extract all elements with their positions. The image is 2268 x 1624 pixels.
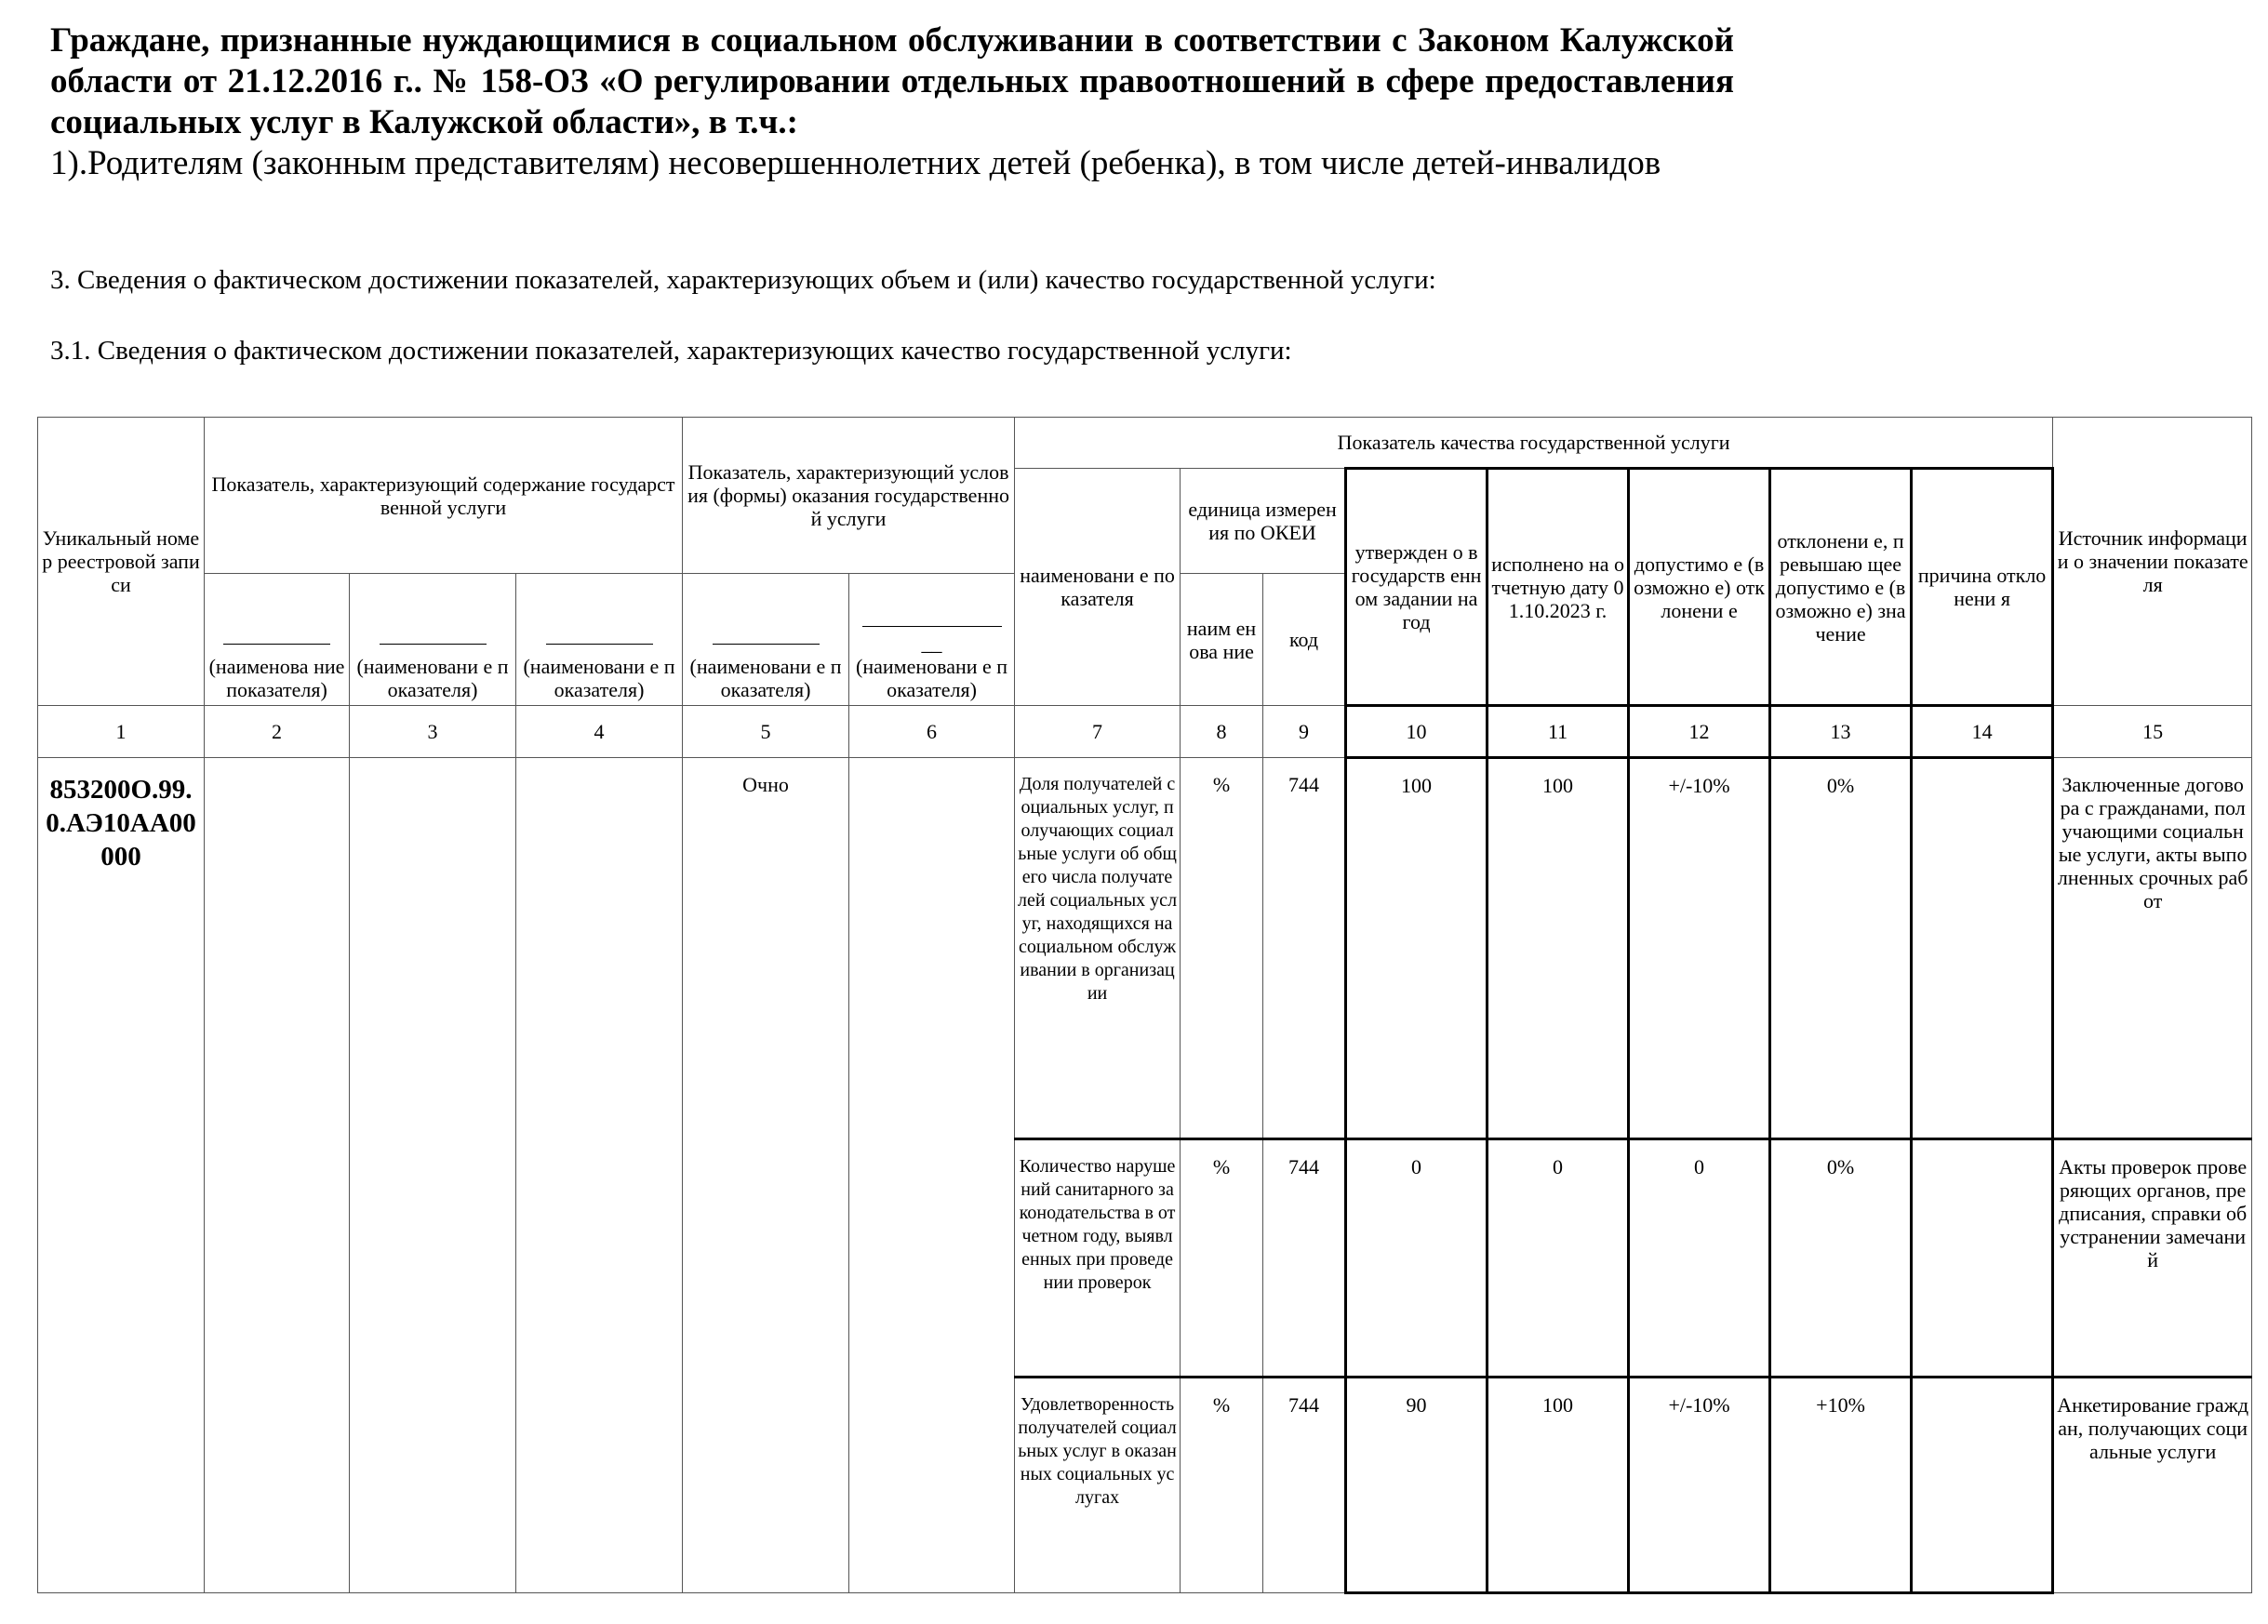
executed-value: 100	[1488, 1378, 1629, 1593]
empty-cell	[849, 758, 1015, 1593]
empty-cell	[516, 758, 683, 1593]
column-number: 5	[683, 706, 849, 758]
column-number: 6	[849, 706, 1015, 758]
excess-deviation-value: 0%	[1770, 1139, 1912, 1378]
column-number: 13	[1770, 706, 1912, 758]
unit-code: 744	[1263, 1378, 1346, 1593]
indicator-name: Удовлетворенность получателей социальных услуг в оказанных социальных услугах	[1015, 1378, 1181, 1593]
approved-value: 90	[1346, 1378, 1488, 1593]
section-3-heading: 3. Сведения о фактическом достижении показателей, характеризующих объем и (или) качество государственной услуги:	[50, 265, 1436, 295]
unit-code: 744	[1263, 758, 1346, 1139]
deviation-reason	[1912, 1378, 2053, 1593]
unit-name: %	[1181, 1139, 1263, 1378]
deviation-reason	[1912, 1139, 2053, 1378]
executed-value: 0	[1488, 1139, 1629, 1378]
header-quality-indicator: Показатель качества государственной услуги	[1015, 418, 2053, 469]
allowed-deviation-value: 0	[1629, 1139, 1770, 1378]
header-okei-unit: единица измерения по ОКЕИ	[1181, 469, 1346, 574]
service-form: Очно	[683, 758, 849, 1593]
column-number: 4	[516, 706, 683, 758]
table-row	[38, 758, 2252, 1139]
column-number: 11	[1488, 706, 1629, 758]
column-number: 14	[1912, 706, 2053, 758]
unit-code: 744	[1263, 1139, 1346, 1378]
allowed-deviation-value: +/-10%	[1629, 758, 1770, 1139]
column-number: 2	[205, 706, 350, 758]
header-executed: исполнено на отчетную дату 01.10.2023 г.	[1488, 469, 1629, 706]
header-sub-5: (наименовани е показателя)	[683, 574, 849, 706]
column-number: 10	[1346, 706, 1488, 758]
empty-cell	[205, 758, 350, 1593]
header-content-indicator: Показатель, характеризующий содержание государственной услуги	[205, 418, 683, 574]
column-number: 7	[1015, 706, 1181, 758]
column-number: 8	[1181, 706, 1263, 758]
source-info: Заключенные договора с гражданами, получающими социальные услуги, акты выполненных срочных работ	[2053, 758, 2252, 1139]
quality-indicators-table	[37, 417, 2252, 1594]
header-okei-name: наим енова ние	[1181, 574, 1263, 706]
unit-name: %	[1181, 758, 1263, 1139]
header-approved: утвержден о в государств енном задании на год	[1346, 469, 1488, 706]
column-number: 3	[350, 706, 516, 758]
allowed-deviation-value: +/-10%	[1629, 1378, 1770, 1593]
header-row-1	[38, 418, 2252, 469]
column-number: 15	[2053, 706, 2252, 758]
intro-category-line: 1).Родителям (законным представителям) несовершеннолетних детей (ребенка), в том числе детей-инвалидов	[50, 144, 1661, 182]
header-unique-number: Уникальный номер реестровой записи	[38, 418, 205, 706]
column-number-row	[38, 706, 2252, 758]
unit-name: %	[1181, 1378, 1263, 1593]
empty-cell	[350, 758, 516, 1593]
excess-deviation-value: +10%	[1770, 1378, 1912, 1593]
column-number: 12	[1629, 706, 1770, 758]
header-okei-code: код	[1263, 574, 1346, 706]
executed-value: 100	[1488, 758, 1629, 1139]
record-number: 853200О.99.0.АЭ10АА00000	[38, 758, 205, 1593]
intro-heading: Граждане, признанные нуждающимися в социальном обслуживании в соответствии с Законом Калужской области от 21.12.2016 г.. № 158-ОЗ «О регулировании отдельных правоотношений в сфере предоставления социальных услуг в Калужской области», в т.ч.:	[50, 21, 1734, 141]
indicator-name: Доля получателей социальных услуг, получающих социальные услуги об общего числа получателей социальных услуг, находящихся на социальном обслуживании в организации	[1015, 758, 1181, 1139]
header-indicator-name: наименовани е показателя	[1015, 469, 1181, 706]
column-number: 1	[38, 706, 205, 758]
section-3-1-heading: 3.1. Сведения о фактическом достижении показателей, характеризующих качество государственной услуги:	[50, 336, 1292, 366]
header-reason: причина отклонени я	[1912, 469, 2053, 706]
header-source: Источник информации о значении показателя	[2053, 418, 2252, 706]
column-number: 9	[1263, 706, 1346, 758]
source-info: Анкетирование граждан, получающих социальные услуги	[2053, 1378, 2252, 1593]
approved-value: 0	[1346, 1139, 1488, 1378]
header-allowed-deviation: допустимо е (возможно е) отклонени е	[1629, 469, 1770, 706]
header-sub-2: (наименова ние показателя)	[205, 574, 350, 706]
intro-block	[50, 20, 1734, 184]
indicator-name: Количество нарушений санитарного законодательства в отчетном году, выявленных при проведении проверок	[1015, 1139, 1181, 1378]
header-conditions-indicator: Показатель, характеризующий условия (формы) оказания государственной услуги	[683, 418, 1015, 574]
source-info: Акты проверок проверяющих органов, предписания, справки об устранении замечаний	[2053, 1139, 2252, 1378]
deviation-reason	[1912, 758, 2053, 1139]
header-excess-deviation: отклонени е, превышаю щее допустимо е (возможно е) значение	[1770, 469, 1912, 706]
approved-value: 100	[1346, 758, 1488, 1139]
header-sub-3: (наименовани е показателя)	[350, 574, 516, 706]
header-sub-4: (наименовани е показателя)	[516, 574, 683, 706]
header-sub-6: __ (наименовани е показателя)	[849, 574, 1015, 706]
excess-deviation-value: 0%	[1770, 758, 1912, 1139]
